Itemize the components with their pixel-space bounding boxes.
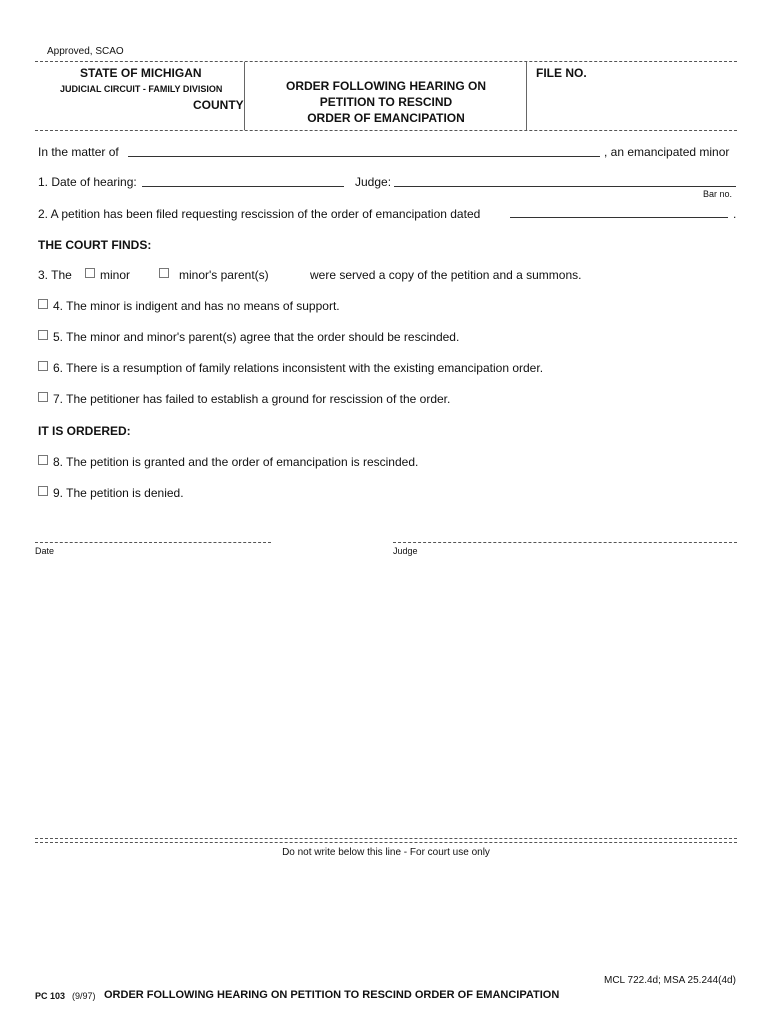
item9-checkbox[interactable]	[38, 486, 48, 496]
date-of-hearing-label: 1. Date of hearing:	[38, 175, 137, 189]
item3-parents-label: minor's parent(s)	[179, 268, 269, 282]
approved-label: Approved, SCAO	[47, 46, 124, 57]
item3-suffix: were served a copy of the petition and a summons.	[310, 268, 582, 282]
item4-checkbox[interactable]	[38, 299, 48, 309]
item2-text: 2. A petition has been filed requesting rescission of the order of emancipation dated	[38, 207, 481, 221]
court-use-rule-top	[35, 838, 737, 839]
header-divider-left	[244, 62, 245, 130]
county-label: COUNTY	[193, 98, 244, 112]
item3-minor-label: minor	[100, 268, 131, 282]
item7-checkbox[interactable]	[38, 392, 48, 402]
item5-text: 5. The minor and minor's parent(s) agree that the order should be rescinded.	[53, 330, 460, 344]
court-finds-heading: THE COURT FINDS:	[38, 238, 152, 252]
judge-field[interactable]	[394, 186, 736, 187]
form-title-line2: PETITION TO RESCIND	[319, 95, 453, 109]
form-revision: (9/97)	[72, 991, 96, 1001]
circuit-label: JUDICIAL CIRCUIT - FAMILY DIVISION	[60, 84, 223, 94]
footer-form-title: ORDER FOLLOWING HEARING ON PETITION TO RESCIND ORDER OF EMANCIPATION	[104, 989, 560, 1001]
emancipated-minor-label: , an emancipated minor	[604, 145, 730, 159]
form-title-block	[248, 78, 524, 126]
file-no-label: FILE NO.	[536, 66, 587, 80]
statute-reference: MCL 722.4d; MSA 25.244(4d)	[604, 975, 736, 986]
matter-name-field[interactable]	[128, 156, 600, 157]
date-signature-label: Date	[35, 546, 55, 556]
form-number: PC 103	[35, 991, 66, 1001]
state-label: STATE OF MICHIGAN	[80, 66, 202, 80]
item8-text: 8. The petition is granted and the order of emancipation is rescinded.	[53, 455, 419, 469]
form-title-line1: ORDER FOLLOWING HEARING ON	[286, 79, 486, 93]
item4-text: 4. The minor is indigent and has no means of support.	[53, 299, 340, 313]
judge-signature-label: Judge	[393, 546, 418, 556]
item7-text: 7. The petitioner has failed to establish a ground for rescission of the order.	[53, 392, 451, 406]
bar-no-label: Bar no.	[703, 189, 733, 199]
item6-text: 6. There is a resumption of family relations inconsistent with the existing emancipation order.	[53, 361, 544, 375]
header-top-rule	[35, 61, 737, 62]
item6-checkbox[interactable]	[38, 361, 48, 371]
item8-checkbox[interactable]	[38, 455, 48, 465]
emancipation-date-field[interactable]	[510, 217, 728, 218]
item5-checkbox[interactable]	[38, 330, 48, 340]
judge-signature-line[interactable]	[393, 542, 737, 543]
date-of-hearing-field[interactable]	[142, 186, 344, 187]
header-divider-right	[526, 62, 527, 130]
court-use-label: Do not write below this line - For court use only	[282, 847, 490, 858]
parents-checkbox[interactable]	[159, 268, 169, 278]
it-is-ordered-heading: IT IS ORDERED:	[38, 424, 131, 438]
item2-period: .	[733, 207, 737, 221]
header-bottom-rule	[35, 130, 737, 131]
court-use-rule-bottom	[35, 842, 737, 843]
item3-prefix: 3. The	[38, 268, 72, 282]
minor-checkbox[interactable]	[85, 268, 95, 278]
form-title-line3: ORDER OF EMANCIPATION	[307, 111, 465, 125]
matter-label: In the matter of	[38, 145, 119, 159]
judge-label: Judge:	[355, 175, 392, 189]
item9-text: 9. The petition is denied.	[53, 486, 184, 500]
date-signature-line[interactable]	[35, 542, 271, 543]
